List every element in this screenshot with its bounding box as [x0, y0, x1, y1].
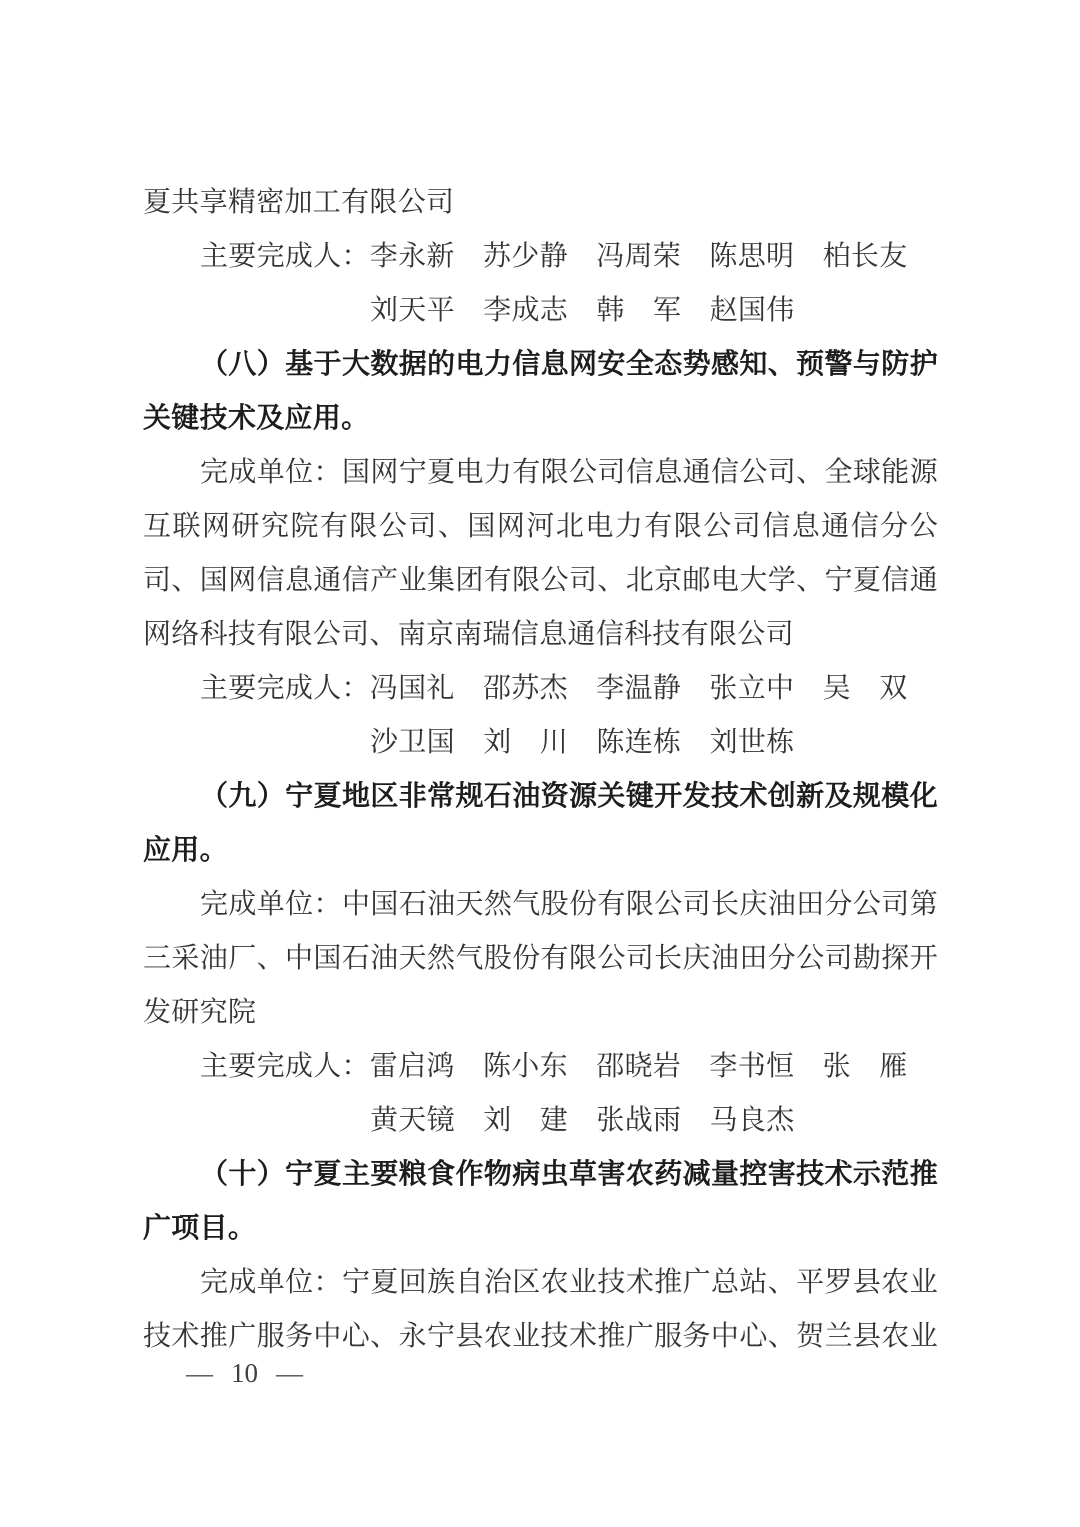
doc-text-line: 沙卫国 刘 川 陈连栋 刘世栋	[370, 727, 795, 758]
doc-text-line: 技术推广服务中心、永宁县农业技术推广服务中心、贺兰县农业	[143, 1321, 938, 1352]
doc-text-line: 黄天镜 刘 建 张战雨 马良杰	[370, 1105, 795, 1136]
document-body	[143, 176, 938, 1364]
page-footer	[186, 1346, 303, 1400]
doc-text-line: 主要完成人：李永新 苏少静 冯周荣 陈思明 柏长友	[200, 241, 908, 272]
page-number: 10	[231, 1358, 258, 1388]
section-heading-line: 应用。	[143, 835, 228, 866]
doc-text-line: 完成单位：国网宁夏电力有限公司信息通信公司、全球能源	[200, 457, 938, 488]
section-heading-line: 广项目。	[143, 1213, 257, 1244]
doc-text-line: 主要完成人：冯国礼 邵苏杰 李温静 张立中 吴 双	[200, 673, 908, 704]
doc-text-line: 完成单位：中国石油天然气股份有限公司长庆油田分公司第	[200, 889, 938, 920]
doc-text-line: 完成单位：宁夏回族自治区农业技术推广总站、平罗县农业	[200, 1267, 938, 1298]
section-heading-line: （十）宁夏主要粮食作物病虫草害农药减量控害技术示范推	[200, 1159, 938, 1190]
doc-text-line: 网络科技有限公司、南京南瑞信息通信科技有限公司	[143, 619, 794, 650]
doc-text-line: 发研究院	[143, 997, 257, 1028]
section-heading-line: 关键技术及应用。	[143, 403, 370, 434]
section-heading-line: （九）宁夏地区非常规石油资源关键开发技术创新及规模化	[200, 781, 938, 812]
footer-dash-right: —	[276, 1358, 303, 1388]
doc-text-line: 司、国网信息通信产业集团有限公司、北京邮电大学、宁夏信通	[143, 565, 938, 596]
doc-text-line: 夏共享精密加工有限公司	[143, 187, 455, 218]
doc-text-line: 刘天平 李成志 韩 军 赵国伟	[370, 295, 795, 326]
doc-text-line: 互联网研究院有限公司、国网河北电力有限公司信息通信分公	[143, 511, 938, 542]
doc-text-line: 三采油厂、中国石油天然气股份有限公司长庆油田分公司勘探开	[143, 943, 938, 974]
section-heading-line: （八）基于大数据的电力信息网安全态势感知、预警与防护	[200, 349, 938, 380]
footer-dash-left: —	[186, 1358, 213, 1388]
doc-text-line: 主要完成人：雷启鸿 陈小东 邵晓岩 李书恒 张 雁	[200, 1051, 908, 1082]
